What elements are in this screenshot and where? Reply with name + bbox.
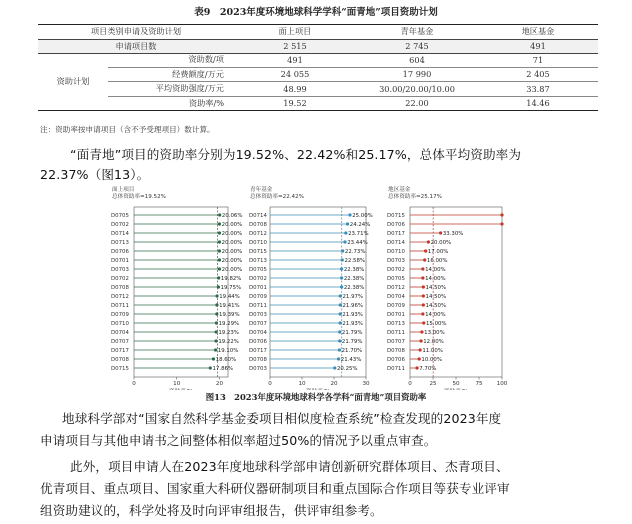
table-cell: 33.87 <box>478 82 598 97</box>
table-row <box>38 53 598 67</box>
category-label: D0703 <box>111 267 129 273</box>
value-label: 22.58% <box>344 258 366 264</box>
value-label: 16.00% <box>426 258 448 264</box>
data-point <box>339 312 342 315</box>
value-label: 21.43% <box>340 357 362 363</box>
data-point <box>340 285 343 288</box>
panel-title: 地区基金 <box>388 187 411 193</box>
header-cell: 青年基金 <box>356 25 478 40</box>
category-label: D0704 <box>111 330 129 336</box>
value-label: 7.70% <box>419 366 437 372</box>
category-label: D0704 <box>387 294 405 300</box>
category-label: D0706 <box>111 249 129 255</box>
value-label: 19.29% <box>218 321 240 327</box>
paragraph-line: 申请项目与其他申请书之间整体相似率超过50%的情况予以重点审查。 <box>40 433 437 448</box>
value-label: 15.00% <box>426 321 447 327</box>
value-label: 22.38% <box>343 276 365 282</box>
category-label: D0712 <box>111 294 129 300</box>
paragraph-line: 组资助建议的，科学处将及时向评审组报告，供评审组参考。 <box>40 503 383 518</box>
data-point <box>341 249 344 252</box>
panel-subtitle: 总体资助率=25.17% <box>388 194 442 200</box>
data-point <box>212 357 215 360</box>
value-label: 14.00% <box>425 267 446 273</box>
data-point <box>422 285 425 288</box>
table-note: 注：资助率按申请项目（含不予受理项目）数计算。 <box>40 125 215 134</box>
data-point <box>422 294 425 297</box>
value-label: 14.50% <box>425 294 447 300</box>
table-row <box>38 82 598 97</box>
value-label: 22.73% <box>344 249 366 255</box>
data-point <box>415 366 418 369</box>
category-label: D0717 <box>387 231 405 237</box>
category-label: D0709 <box>111 312 129 318</box>
header-cell: 地区基金 <box>478 25 598 40</box>
category-label: D0707 <box>249 321 267 327</box>
x-axis-label <box>169 387 193 390</box>
category-label: D0711 <box>249 303 267 309</box>
category-label: D0713 <box>249 258 267 264</box>
value-label: 20.00% <box>221 258 243 264</box>
category-label: D0714 <box>249 213 267 219</box>
data-point <box>419 339 422 342</box>
data-point <box>214 348 217 351</box>
category-label: D0703 <box>249 312 267 318</box>
category-label: D0707 <box>111 339 129 345</box>
x-tick-label: 75 <box>475 381 483 387</box>
value-label: 24.24% <box>349 222 371 228</box>
x-axis-label <box>306 387 330 390</box>
data-point <box>215 303 218 306</box>
table-cell: 48.99 <box>234 82 356 97</box>
data-point <box>420 330 423 333</box>
data-point <box>418 357 421 360</box>
data-point <box>218 249 221 252</box>
table-cell: 604 <box>356 53 478 67</box>
x-tick-label: 0 <box>132 381 136 387</box>
table-row <box>38 67 598 82</box>
header-cell: 面上项目 <box>234 25 356 40</box>
panel-subtitle: 总体资助率=22.42% <box>250 194 304 200</box>
category-label: D0715 <box>387 213 405 219</box>
table-cell: 2 745 <box>356 39 478 54</box>
category-label: D0710 <box>387 249 405 255</box>
row-label: 申请项目数 <box>38 39 234 54</box>
paragraph-line: 地球科学部对“国家自然科学基金委项目相似度检查系统”检查发现的2023年度 <box>62 411 502 426</box>
row-label: 资助率/% <box>108 96 234 111</box>
data-point <box>218 222 221 225</box>
data-point <box>427 240 430 243</box>
x-tick-label: 0 <box>268 381 272 387</box>
data-point <box>215 339 218 342</box>
x-tick-label: 25 <box>429 381 437 387</box>
data-point <box>333 366 336 369</box>
data-point <box>340 267 343 270</box>
data-point <box>340 276 343 279</box>
data-point <box>339 294 342 297</box>
category-label: D0705 <box>249 267 267 273</box>
value-label: 19.41% <box>219 303 240 309</box>
value-label: 14.00% <box>425 276 446 282</box>
figure-caption: 图13 2023年度环境地球科学各学科“面青地”项目资助率 <box>205 392 427 402</box>
data-point <box>339 303 342 306</box>
data-point <box>218 231 221 234</box>
value-label: 17.86% <box>212 366 234 372</box>
value-label: 19.10% <box>217 348 239 354</box>
data-point <box>344 231 347 234</box>
data-point <box>500 213 503 216</box>
value-label: 20.00% <box>221 240 243 246</box>
category-label: D0707 <box>387 339 405 345</box>
x-tick-label: 0 <box>408 381 412 387</box>
figure-13-chart <box>110 185 520 390</box>
data-point <box>217 285 220 288</box>
category-label: D0708 <box>249 222 267 228</box>
value-label: 13.00% <box>424 330 445 336</box>
category-label: D0708 <box>249 357 267 363</box>
panel-title: 面上项目 <box>112 187 135 193</box>
funding-plan-subtable <box>38 53 598 111</box>
category-label: D0709 <box>387 303 405 309</box>
category-label: D0717 <box>111 348 129 354</box>
value-label: 23.44% <box>347 240 368 246</box>
value-label: 20.00% <box>221 222 243 228</box>
category-label: D0708 <box>111 357 129 363</box>
category-label: D0708 <box>111 285 129 291</box>
value-label: 12.00% <box>423 339 444 345</box>
category-label: D0705 <box>111 213 129 219</box>
data-point <box>338 339 341 342</box>
category-label: D0712 <box>387 285 405 291</box>
data-point <box>424 249 427 252</box>
x-tick-label: 50 <box>452 381 460 387</box>
value-label: 20.00% <box>221 231 243 237</box>
category-label: D0711 <box>111 303 129 309</box>
row-label: 平均资助强度/万元 <box>108 82 234 97</box>
x-tick-label: 20 <box>215 381 224 387</box>
category-label: D0711 <box>387 366 405 372</box>
data-point <box>338 330 341 333</box>
value-label: 19.39% <box>219 312 240 318</box>
category-label: D0706 <box>387 357 405 363</box>
paragraph-line: “面青地”项目的资助率分别为19.52%、22.42%和25.17%，总体平均资助率为 <box>70 147 522 162</box>
funding-plan-table <box>38 24 598 54</box>
table-caption: 表9 2023年度环境地球科学学科“面青地”项目资助计划 <box>194 7 438 18</box>
category-label: D0706 <box>387 222 405 228</box>
data-point <box>500 222 503 225</box>
category-label: D0702 <box>249 276 267 282</box>
value-label: 11.00% <box>422 348 443 354</box>
row-label: 资助数/项 <box>108 53 234 67</box>
category-label: D0714 <box>387 240 405 246</box>
table-cell: 19.52 <box>234 96 356 111</box>
data-point <box>217 276 220 279</box>
category-label: D0713 <box>387 321 405 327</box>
category-label: D0714 <box>111 231 129 237</box>
table-cell: 491 <box>478 39 598 54</box>
category-label: D0703 <box>249 366 267 372</box>
category-label: D0701 <box>111 258 129 264</box>
data-point <box>421 312 424 315</box>
data-point <box>422 303 425 306</box>
x-tick-label: 30 <box>362 381 370 387</box>
panel-subtitle: 总体资助率=19.52% <box>112 194 166 200</box>
x-tick-label: 20 <box>330 381 338 387</box>
category-label: D0701 <box>249 285 267 291</box>
data-point <box>218 213 221 216</box>
value-label: 19.23% <box>218 330 239 336</box>
group-label: 资助计划 <box>38 53 108 111</box>
data-point <box>346 222 349 225</box>
category-label: D0702 <box>111 276 129 282</box>
data-point <box>215 330 218 333</box>
data-point <box>337 357 340 360</box>
data-point <box>215 321 218 324</box>
category-label: D0711 <box>387 330 405 336</box>
category-label: D0703 <box>387 258 405 264</box>
value-label: 21.79% <box>341 330 363 336</box>
value-label: 19.22% <box>218 339 239 345</box>
data-point <box>343 240 346 243</box>
category-label: D0713 <box>111 240 129 246</box>
table-cell: 22.00 <box>356 96 478 111</box>
category-label: D0708 <box>387 348 405 354</box>
value-label: 19.75% <box>220 285 242 291</box>
value-label: 14.50% <box>425 285 447 291</box>
table-cell: 30.00/20.00/10.00 <box>356 82 478 97</box>
data-point <box>218 240 221 243</box>
table-cell: 24 055 <box>234 67 356 82</box>
category-label: D0715 <box>249 249 267 255</box>
value-label: 14.00% <box>425 312 446 318</box>
value-label: 20.00% <box>430 240 452 246</box>
category-label: D0709 <box>249 294 267 300</box>
value-label: 21.79% <box>341 339 363 345</box>
paragraph-line: 22.37%（图13）。 <box>40 167 150 182</box>
value-label: 21.96% <box>342 303 364 309</box>
category-label: D0702 <box>387 267 405 273</box>
value-label: 25.00% <box>352 213 373 219</box>
data-point <box>218 267 221 270</box>
category-label: D0712 <box>249 231 267 237</box>
value-label: 33.30% <box>442 231 464 237</box>
value-label: 19.82% <box>220 276 242 282</box>
category-label: D0710 <box>111 321 129 327</box>
data-point <box>215 312 218 315</box>
panel-title: 青年基金 <box>250 187 273 193</box>
value-label: 21.97% <box>342 294 364 300</box>
value-label: 20.06% <box>221 213 243 219</box>
value-label: 14.50% <box>425 303 447 309</box>
x-tick-label: 10 <box>173 381 181 387</box>
x-tick-label: 10 <box>298 381 306 387</box>
category-label: D0706 <box>249 339 267 345</box>
value-label: 21.93% <box>342 312 363 318</box>
category-label: D0701 <box>387 312 405 318</box>
paragraph-line: 此外，项目申请人在2023年度地球科学部申请创新研究群体项目、杰青项目、 <box>70 459 509 474</box>
data-point <box>339 321 342 324</box>
data-point <box>209 366 212 369</box>
data-point <box>421 276 424 279</box>
table-cell: 2 405 <box>478 67 598 82</box>
value-label: 22.38% <box>343 267 365 273</box>
category-label: D0705 <box>387 276 405 282</box>
data-point <box>215 294 218 297</box>
value-label: 18.60% <box>215 357 237 363</box>
category-label: D0710 <box>249 240 267 246</box>
value-label: 23.71% <box>348 231 369 237</box>
value-label: 17.00% <box>427 249 449 255</box>
value-label: 20.25% <box>337 366 358 372</box>
table-row <box>38 39 598 54</box>
value-label: 19.44% <box>219 294 240 300</box>
value-label: 21.93% <box>342 321 363 327</box>
value-label: 22.38% <box>343 285 365 291</box>
category-label: D0704 <box>249 330 267 336</box>
data-point <box>348 213 351 216</box>
data-point <box>338 348 341 351</box>
value-label: 20.00% <box>221 267 243 273</box>
x-tick-label: 100 <box>496 381 508 387</box>
table-cell: 17 990 <box>356 67 478 82</box>
value-label: 20.00% <box>221 249 243 255</box>
data-point <box>439 231 442 234</box>
table-cell: 2 515 <box>234 39 356 54</box>
row-label: 经费额度/万元 <box>108 67 234 82</box>
data-point <box>419 348 422 351</box>
table-row <box>38 96 598 111</box>
plot-frame <box>134 207 228 377</box>
data-point <box>422 321 425 324</box>
value-label: 10.00% <box>421 357 442 363</box>
category-label: D0717 <box>249 348 267 354</box>
category-label: D0702 <box>111 222 129 228</box>
data-point <box>421 267 424 270</box>
category-label: D0715 <box>111 366 129 372</box>
x-axis-label <box>444 387 468 390</box>
paragraph-line: 优青项目、重点项目、国家重大科研仪器研制项目和重点国际合作项目等获专业评审 <box>40 481 510 496</box>
value-label: 21.70% <box>341 348 363 354</box>
data-point <box>341 258 344 261</box>
table-header-row <box>38 25 598 40</box>
header-cell: 项目类别申请及资助计划 <box>38 25 234 40</box>
table-cell: 71 <box>478 53 598 67</box>
data-point <box>218 258 221 261</box>
table-cell: 491 <box>234 53 356 67</box>
data-point <box>423 258 426 261</box>
table-cell: 14.46 <box>478 96 598 111</box>
